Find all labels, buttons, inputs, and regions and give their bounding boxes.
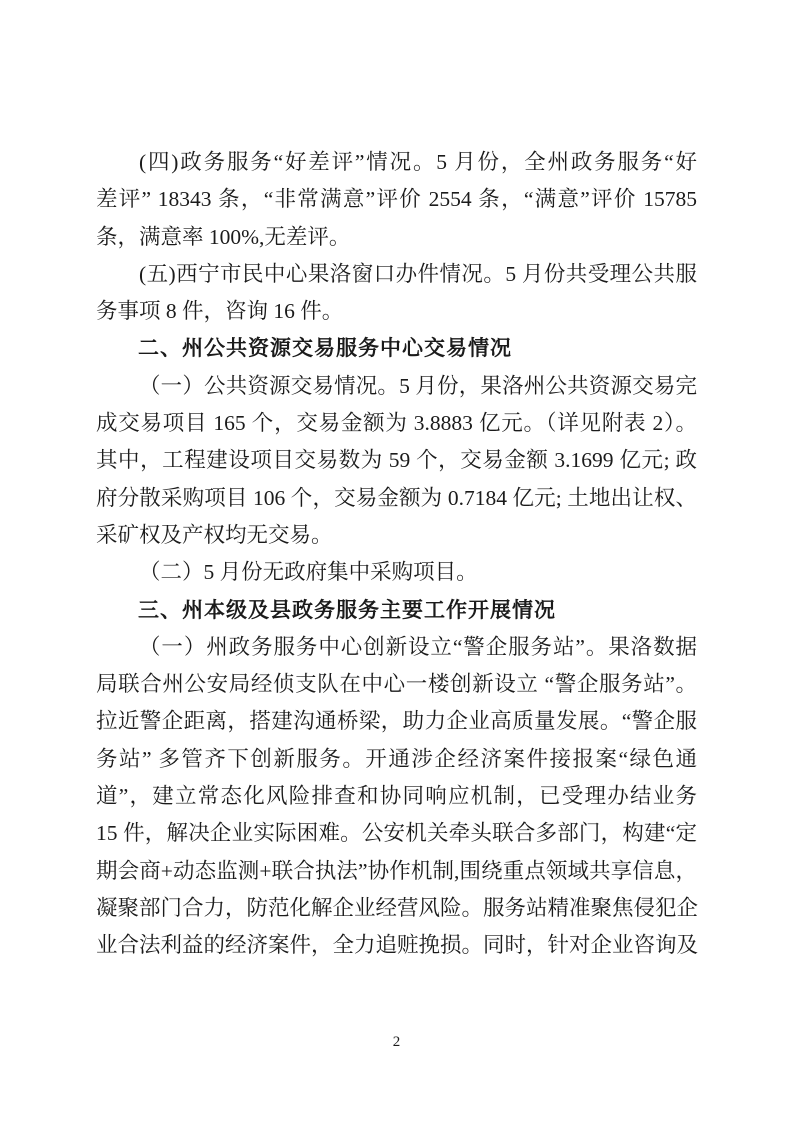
page-number: 2: [392, 1034, 401, 1050]
body-line: 其中，工程建设项目交易数为 59 个，交易金额 3.1699 亿元; 政: [96, 448, 697, 473]
body-line: (五)西宁市民中心果洛窗口办件情况。5 月份共受理公共服: [139, 261, 697, 286]
body-line: 业合法利益的经济案件，全力追赃挽损。同时，针对企业咨询及: [96, 933, 699, 958]
paragraph: [96, 629, 697, 965]
body-line: （一）公共资源交易情况。5 月份，果洛州公共资源交易完: [139, 373, 697, 398]
body-line: 15 件，解决企业实际困难。公安机关牵头联合多部门，构建“定: [96, 821, 697, 846]
heading-line: 二、州公共资源交易服务中心交易情况: [138, 337, 512, 361]
body-line: 采矿权及产权均无交易。: [96, 522, 333, 547]
body-line: （一）州政务服务中心创新设立“警企服务站”。果洛数据: [139, 634, 697, 659]
body-line: (四)政务服务“好差评”情况。5 月份，全州政务服务“好: [139, 150, 697, 174]
body-line: 府分散采购项目 106 个，交易金额为 0.7184 亿元; 土地出让权、: [96, 485, 697, 510]
paragraph: [96, 256, 697, 331]
paragraph: [96, 368, 697, 554]
body-line: 拉近警企距离，搭建沟通桥梁，助力企业高质量发展。“警企服: [96, 709, 697, 734]
body-line: 凝聚部门合力，防范化解企业经营风险。服务站精准聚焦侵犯企: [96, 895, 699, 920]
paragraph: [96, 554, 697, 591]
section-heading: [96, 592, 697, 629]
body-line: 条，满意率 100%,无差评。: [96, 224, 351, 249]
section-heading: [96, 330, 697, 367]
body-line: 道”，建立常态化风险排查和协同响应机制，已受理办结业务: [96, 784, 697, 809]
body-line: 差评” 18343 条，“非常满意”评价 2554 条，“满意”评价 15785: [96, 187, 697, 212]
body-line: 期会商+动态监测+联合执法”协作机制,围绕重点领域共享信息，: [96, 858, 697, 883]
body-line: 局联合州公安局经侦支队在中心一楼创新设立 “警企服务站”。: [96, 672, 697, 697]
body-line: 成交易项目 165 个，交易金额为 3.8883 亿元。（详见附表 2）。: [96, 411, 697, 436]
body-line: （二）5 月份无政府集中采购项目。: [139, 560, 478, 585]
heading-line: 三、州本级及县政务服务主要工作开展情况: [138, 598, 556, 622]
body-line: 务站” 多管齐下创新服务。开通涉企经济案件接报案“绿色通: [96, 746, 697, 771]
body-line: 务事项 8 件，咨询 16 件。: [96, 299, 344, 324]
paragraph: [96, 144, 697, 256]
text-block: [96, 144, 697, 965]
